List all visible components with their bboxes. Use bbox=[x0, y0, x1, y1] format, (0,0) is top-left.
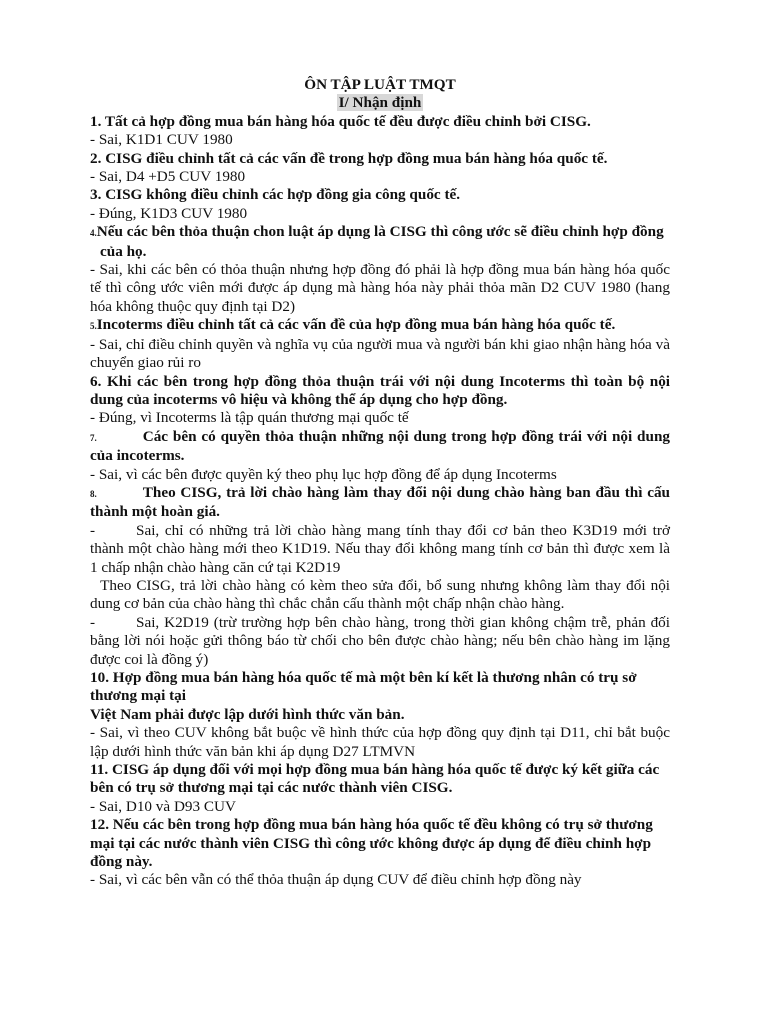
question-7 bbox=[90, 428, 670, 466]
question-12 bbox=[90, 816, 670, 871]
question-text: Hợp đồng mua bán hàng hóa quốc tế mà một bên kí kết là thương nhân có trụ sở thương mại tại bbox=[90, 669, 637, 705]
answer-11: - Sai, D10 và D93 CUV bbox=[90, 797, 236, 815]
answer-text: Sai, K2D19 (trừ trường hợp bên chào hàng, trong thời gian không chậm trễ, phản đối bằng lời nói hoặc gửi thông báo từ chối cho bên được chào hàng; nếu bên chào hàng im lặng được coi là đồng ý) bbox=[90, 613, 670, 668]
answer-10: - Sai, vì theo CUV không bắt buộc về hình thức của hợp đồng quy định tại D11, chỉ bắt buộc lập dưới hình thức văn bản khi áp dụng D27 LTMVN bbox=[90, 724, 670, 760]
answer-text: Sai, chỉ có những trả lời chào hàng mang tính thay đổi cơ bản theo K3D19 mới trở thành một chào hàng mới theo K1D19. Nếu thay đổi không mang tính cơ bản thì được xem là 1 chấp nhận chào hàng căn cứ tại K2D19 bbox=[90, 521, 670, 576]
answer-12: - Sai, vì các bên vẫn có thể thỏa thuận áp dụng CUV để điều chỉnh hợp đồng này bbox=[90, 871, 582, 889]
question-number: 1. bbox=[90, 112, 102, 130]
question-text: CISG áp dụng đối với mọi hợp đồng mua bán hàng hóa quốc tế được ký kết giữa các bên có trụ sở thương mại tại các nước thành viên CISG. bbox=[90, 761, 660, 797]
question-number: 4. bbox=[90, 228, 97, 239]
question-number: 10. bbox=[90, 669, 109, 686]
question-number: 3. bbox=[90, 186, 102, 204]
question-text: Các bên có quyền thỏa thuận những nội dung trong hợp đồng trái với nội dung của incoterms. bbox=[90, 427, 670, 465]
answer-5: - Sai, chỉ điều chỉnh quyền và nghĩa vụ của người mua và người bán khi giao nhận hàng hóa và chuyển giao rủi ro bbox=[90, 335, 670, 372]
section-heading-wrap bbox=[90, 94, 670, 112]
answer-2: - Sai, D4 +D5 CUV 1980 bbox=[90, 168, 246, 186]
question-10-cont: Việt Nam phải được lập dưới hình thức văn bản. bbox=[90, 705, 405, 723]
question-number: 5. bbox=[90, 321, 97, 332]
question-11 bbox=[90, 761, 670, 798]
question-text: Nếu các bên thỏa thuận chon luật áp dụng là CISG thì công ước sẽ điều chỉnh hợp đồng của họ. bbox=[96, 223, 664, 260]
question-4 bbox=[90, 223, 670, 261]
question-6 bbox=[90, 373, 670, 410]
answer-4: - Sai, khi các bên có thỏa thuận nhưng hợp đồng đó phải là hợp đồng mua bán hàng hóa quốc tế thì công ước viên mới được áp dụng mà hàng hóa này phải thỏa mãn D2 CUV 1980 (hang hóa không thuộc quy định tại D2) bbox=[90, 261, 670, 315]
answer-6: - Đúng, vì Incoterms là tập quán thương mại quốc tế bbox=[90, 409, 409, 427]
question-number: 2. bbox=[90, 149, 102, 167]
question-5 bbox=[90, 316, 670, 335]
question-2 bbox=[90, 150, 670, 168]
question-number: 8. bbox=[90, 488, 97, 499]
question-number: 11. bbox=[90, 761, 109, 779]
answer-text: Theo CISG, trả lời chào hàng có kèm theo sửa đổi, bổ sung nhưng không làm thay đổi nội dung cơ bản của chào hàng thì chắc chắn cấu thành một chấp nhận chào hàng. bbox=[90, 576, 671, 613]
question-text: Incoterms điều chỉnh tất cả các vấn đề của hợp đồng mua bán hàng hóa quốc tế. bbox=[96, 316, 616, 334]
question-text: Tất cả hợp đồng mua bán hàng hóa quốc tế đều được điều chỉnh bởi CISG. bbox=[104, 112, 591, 130]
question-text: Khi các bên trong hợp đồng thỏa thuận trái với nội dung Incoterms thì toàn bộ nội dung của incoterms vô hiệu và không thể áp dụng cho hợp đồng. bbox=[90, 372, 671, 408]
question-text: Nếu các bên trong hợp đồng mua bán hàng hóa quốc tế đều không có trụ sở thương mại tại các nước thành viên CISG thì công ước không được áp dụng để điều chỉnh hợp đồng này. bbox=[90, 816, 653, 871]
question-8 bbox=[90, 484, 670, 522]
question-text: CISG điều chỉnh tất cả các vấn đề trong hợp đồng mua bán hàng hóa quốc tế. bbox=[105, 149, 608, 167]
answer-1: - Sai, K1D1 CUV 1980 bbox=[90, 131, 233, 149]
question-text: CISG không điều chỉnh các hợp đồng gia công quốc tế. bbox=[105, 186, 461, 204]
question-number: 7. bbox=[90, 432, 97, 443]
question-3 bbox=[90, 186, 670, 204]
answer-7: - Sai, vì các bên được quyền ký theo phụ lục hợp đồng để áp dụng Incoterms bbox=[90, 465, 557, 483]
question-text: Theo CISG, trả lời chào hàng làm thay đổi nội dung chào hàng ban đầu thì cấu thành một hoàn giá. bbox=[90, 483, 670, 521]
document-title: ÔN TẬP LUẬT TMQT bbox=[304, 76, 456, 93]
question-1 bbox=[90, 113, 670, 131]
answer-8b bbox=[90, 577, 670, 614]
question-number: 12. bbox=[90, 816, 109, 834]
section-heading: I/ Nhận định bbox=[338, 94, 422, 112]
answer-8a: - Sai, chỉ có những trả lời chào hàng mang tính thay đổi cơ bản theo K3D19 mới trở thành một chào hàng mới theo K1D19. Nếu thay đổi không mang tính cơ bản thì được xem là 1 chấp nhận chào hàng căn cứ tại K2D19 bbox=[90, 521, 670, 576]
question-10 bbox=[90, 669, 670, 706]
question-number: 6. bbox=[90, 372, 102, 390]
answer-3: - Đúng, K1D3 CUV 1980 bbox=[90, 204, 248, 222]
document-page bbox=[90, 76, 670, 890]
answer-8c: - Sai, K2D19 (trừ trường hợp bên chào hàng, trong thời gian không chậm trễ, phản đối bằng lời nói hoặc gửi thông báo từ chối cho bên được chào hàng; nếu bên chào hàng im lặng được coi là đồng ý) bbox=[90, 613, 670, 668]
